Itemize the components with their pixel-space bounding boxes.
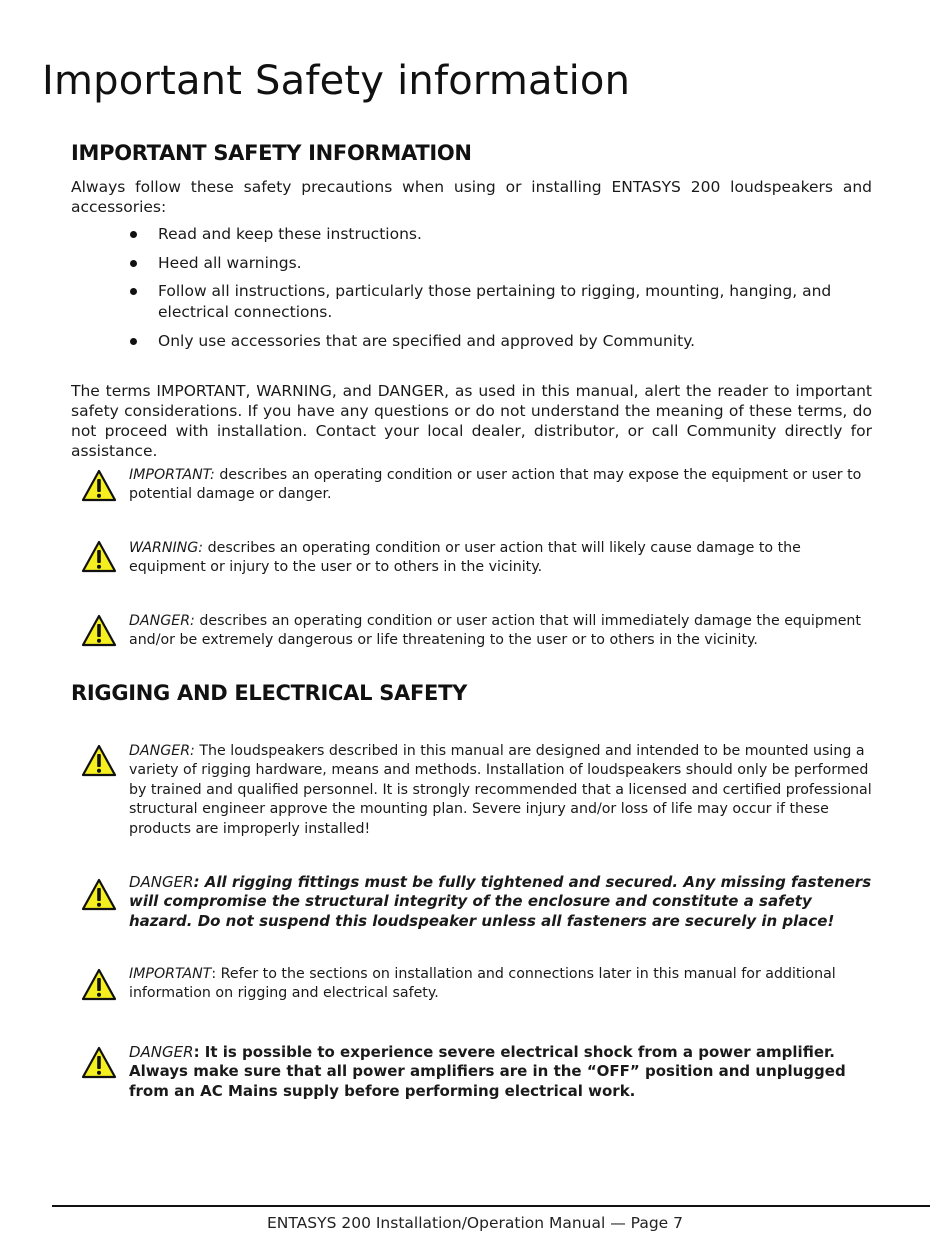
footer-divider bbox=[52, 1205, 930, 1207]
list-item: Heed all warnings. bbox=[130, 253, 850, 274]
term-important: IMPORTANT bbox=[156, 382, 246, 400]
warning-triangle-icon bbox=[81, 1046, 117, 1079]
term-danger: DANGER bbox=[377, 382, 445, 400]
notice-text: DANGER: The loudspeakers described in this manual are designed and intended to be mounted using a variety of rigging hardware, means and methods. Installation of loudspeakers should only be performed by trained and qualified personnel. It is strongly recommended that a licensed and certified professional structural engineer approve the mounting plan. Severe injury and/or loss of life may occur if these products are improperly installed! bbox=[129, 743, 872, 837]
notice-text: IMPORTANT: Refer to the sections on installation and connections later in this manual for additional information on rigging and electrical safety. bbox=[129, 966, 836, 1002]
terms-paragraph: The terms IMPORTANT, WARNING, and DANGER, as used in this manual, alert the reader to important safety considerations. If you have any questions or do not understand the meaning of these terms, do not proceed with installation. Contact your local dealer, distributor, or call Community directly for assistance. bbox=[71, 382, 872, 460]
warning-triangle-icon bbox=[81, 968, 117, 1001]
section-heading-rigging-electrical: RIGGING AND ELECTRICAL SAFETY bbox=[71, 681, 468, 705]
warning-triangle-icon bbox=[81, 614, 117, 647]
section-heading-important-safety: IMPORTANT SAFETY INFORMATION bbox=[71, 141, 472, 165]
list-item: Follow all instructions, particularly those pertaining to rigging, mounting, hanging, and electrical connections. bbox=[130, 281, 850, 323]
notice-text: DANGER: All rigging fittings must be fully tightened and secured. Any missing fasteners will compromise the structural integrity of the enclosure and constitute a safety hazard. Do not suspend this loudspeaker unless all fasteners are securely in place! bbox=[129, 873, 872, 930]
warning-triangle-icon bbox=[81, 540, 117, 573]
warning-triangle-icon bbox=[81, 878, 117, 911]
warning-triangle-icon bbox=[81, 469, 117, 502]
precautions-list bbox=[130, 224, 850, 359]
list-item: Read and keep these instructions. bbox=[130, 224, 850, 245]
warning-triangle-icon bbox=[81, 744, 117, 777]
notice-text: WARNING: describes an operating condition or user action that will likely cause damage to the equipment or injury to the user or to others in the vicinity. bbox=[129, 540, 801, 576]
bullet-icon bbox=[130, 288, 137, 295]
bullet-icon bbox=[130, 260, 137, 267]
bullet-icon bbox=[130, 231, 137, 238]
term-warning: WARNING bbox=[256, 382, 332, 400]
notice-text: IMPORTANT: describes an operating condition or user action that may expose the equipment or user to potential damage or danger. bbox=[129, 467, 862, 503]
page-title: Important Safety information bbox=[42, 58, 631, 104]
bullet-icon bbox=[130, 338, 137, 345]
intro-paragraph: Always follow these safety precautions when using or installing ENTASYS 200 loudspeakers and accessories: bbox=[71, 178, 872, 216]
page-footer: ENTASYS 200 Installation/Operation Manual — Page 7 bbox=[267, 1214, 683, 1232]
notice-text: DANGER: describes an operating condition or user action that will immediately damage the equipment and/or be extremely dangerous or life threatening to the user or to others in the vicinity. bbox=[129, 613, 861, 649]
list-item: Only use accessories that are specified and approved by Community. bbox=[130, 331, 850, 352]
notice-text: DANGER: It is possible to experience severe electrical shock from a power amplifier. Always make sure that all power amplifiers are in the “OFF” position and unplugged from an AC Mains supply before performing electrical work. bbox=[129, 1043, 846, 1100]
